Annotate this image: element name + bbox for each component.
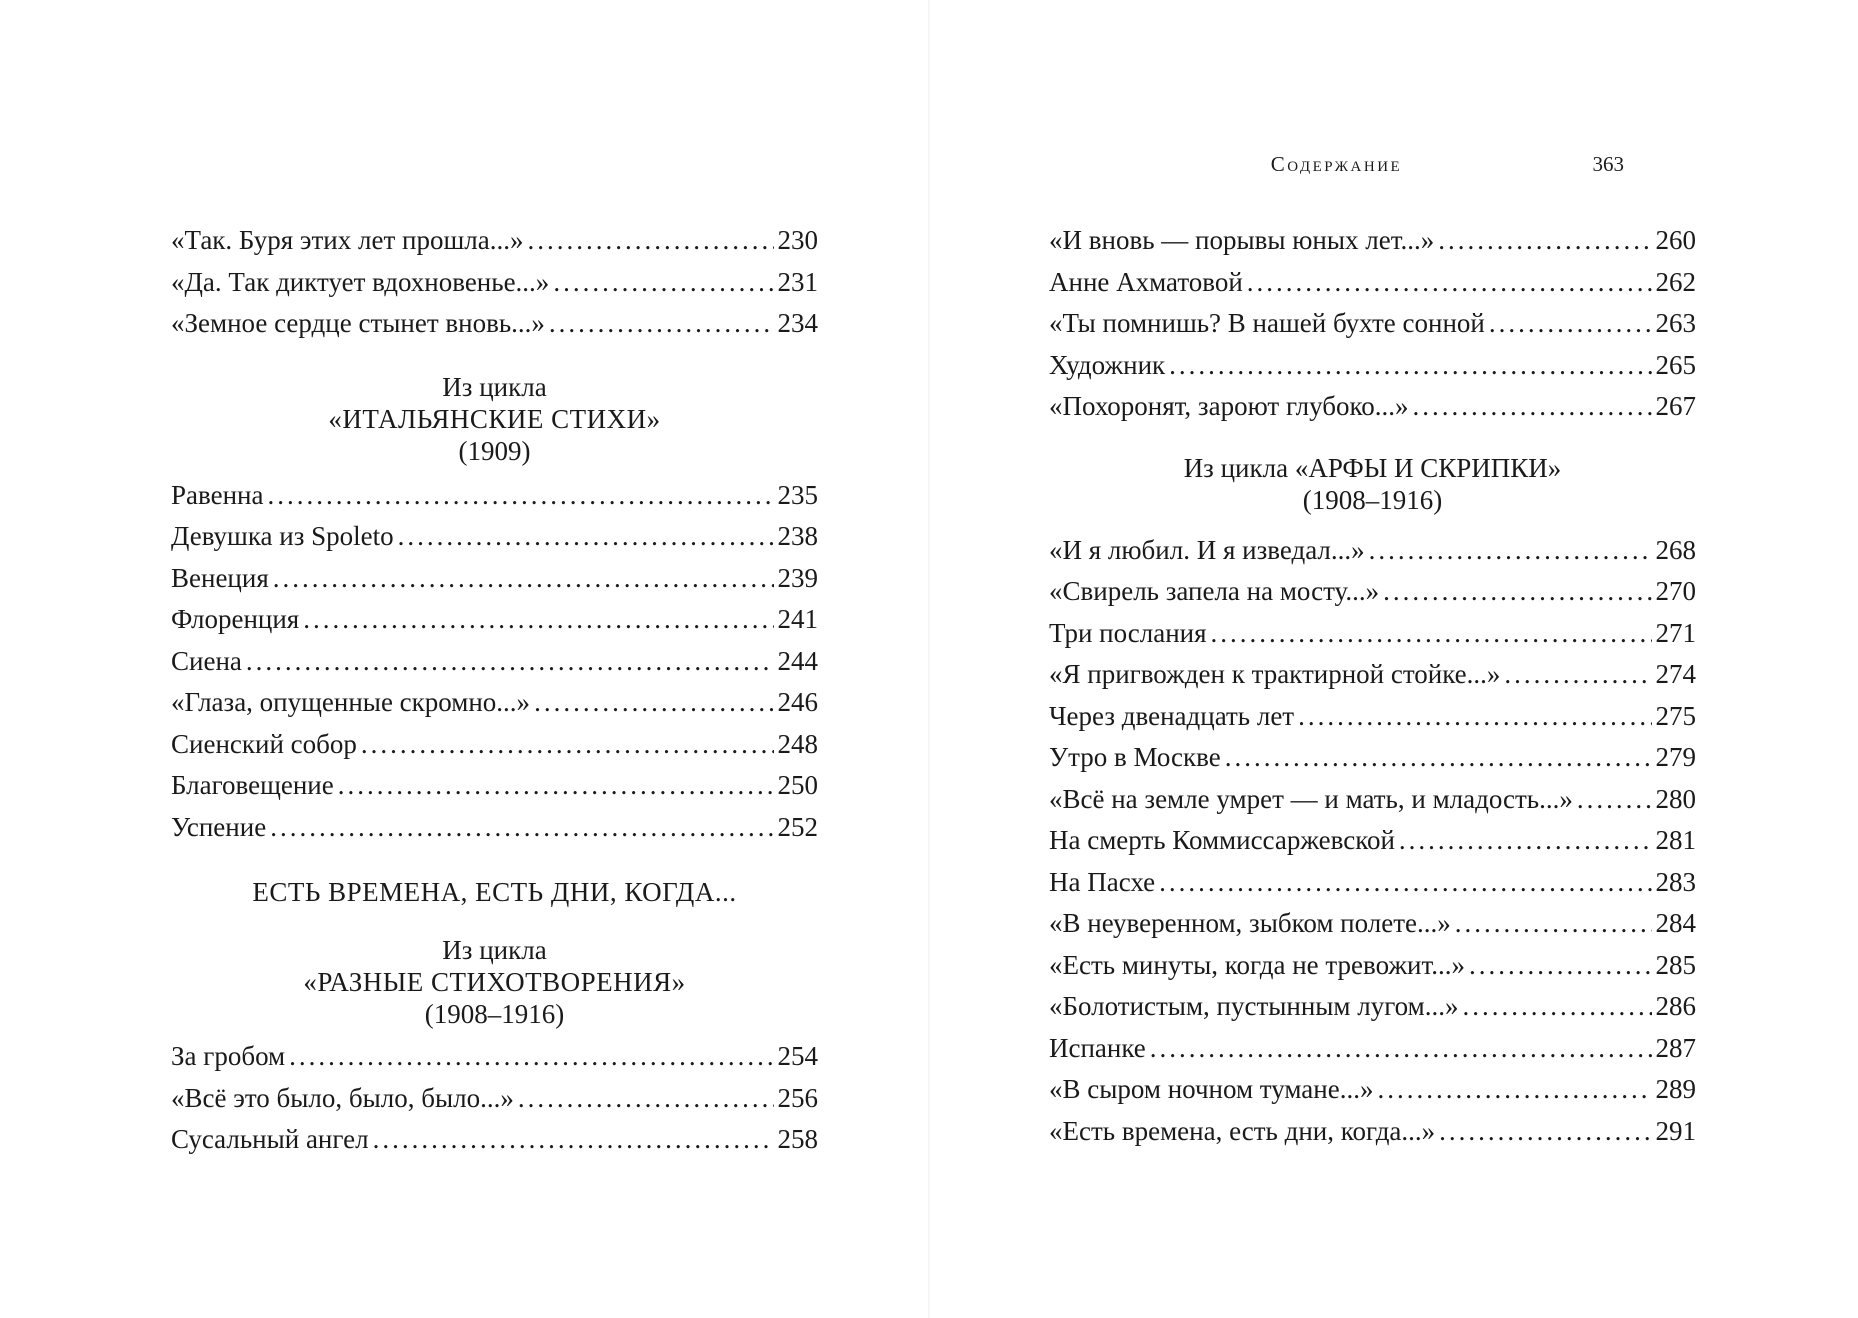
leader-dots [534,682,773,724]
entry-page: 254 [777,1041,818,1071]
toc-entry [1049,945,1696,987]
entry-title: «Всё это было, было, было...» [171,1082,514,1113]
leader-dots [267,475,773,517]
entry-title: На смерть Коммиссаржевской [1049,825,1395,855]
leader-dots [1462,986,1651,1028]
entry-page: 275 [1655,700,1696,731]
toc-entry [171,516,818,558]
toc-entry [1049,903,1696,945]
toc-group [1049,220,1696,428]
entry-title: «Земное сердце стынет вновь...» [171,308,545,338]
toc-entry [1049,986,1696,1028]
toc-group [171,1036,818,1161]
entry-title: На Пасхе [1049,866,1156,897]
entry-page: 244 [777,645,818,676]
leader-dots [1377,1069,1651,1111]
toc-entry [171,303,818,345]
entry-page: 271 [1655,617,1696,648]
entry-title: «Есть времена, есть дни, когда...» [1049,1115,1436,1146]
entry-title: Испанке [1049,1032,1146,1063]
leader-dots [270,807,773,849]
toc-group [171,220,818,345]
entry-title: «Болотистым, пустынным лугом...» [1049,991,1459,1021]
entry-title: «Глаза, опущенные скромно...» [171,687,531,717]
right-page [929,0,1858,1318]
toc-entry [1049,1069,1696,1111]
entry-title: «Похоронят, зароют глубоко...» [1049,391,1409,421]
entry-page: 248 [777,728,818,759]
toc-entry [171,1119,818,1161]
entry-title: «И я любил. И я изведал...» [1049,534,1365,565]
entry-title: «Так. Буря этих лет прошла...» [171,225,524,255]
entry-title: Успение [171,811,267,842]
entry-page: 234 [777,308,818,338]
leader-dots [1504,654,1651,696]
entry-page: 291 [1655,1115,1696,1146]
entry-title: «Ты помнишь? В нашей бухте сонной [1049,308,1485,338]
entry-page: 260 [1655,225,1696,255]
entry-title: Сусальный ангел [171,1124,369,1154]
toc-entry [1049,613,1696,655]
entry-page: 281 [1655,825,1696,855]
entry-title: «Свирель запела на мосту...» [1049,576,1380,606]
section-heading-line: «ИТАЛЬЯНСКИЕ СТИХИ» [328,403,661,434]
right-toc-column [1049,220,1696,1152]
leader-dots [289,1036,773,1078]
leader-dots [1150,1028,1652,1070]
toc-entry [1049,386,1696,428]
entry-page: 246 [777,687,818,717]
toc-entry [1049,345,1696,387]
toc-entry [1049,303,1696,345]
section-heading-italian [171,371,818,467]
toc-entry [1049,220,1696,262]
leader-dots [338,765,774,807]
toc-entry [1049,1028,1696,1070]
toc-entry [171,558,818,600]
entry-title: Девушка из Spoleto [171,521,394,551]
entry-page: 285 [1655,949,1696,980]
entry-title: Анне Ахматовой [1049,266,1243,297]
entry-page: 263 [1655,308,1696,338]
entry-page: 284 [1655,908,1696,938]
section-heading-line: Из цикла [442,371,547,402]
toc-entry [171,220,818,262]
entry-page: 270 [1655,576,1696,606]
toc-entry [171,724,818,766]
toc-entry [171,765,818,807]
toc-entry [1049,862,1696,904]
toc-entry [171,1036,818,1078]
leader-dots [549,303,774,345]
entry-page: 283 [1655,866,1696,897]
entry-page: 287 [1655,1032,1696,1063]
leader-dots [1225,737,1652,779]
entry-page: 256 [777,1082,818,1113]
entry-title: Через двенадцать лет [1049,700,1295,731]
entry-page: 231 [777,266,818,297]
toc-entry [1049,1111,1696,1153]
entry-page: 230 [777,225,818,255]
leader-dots [1211,613,1652,655]
toc-entry [1049,820,1696,862]
leader-dots [1455,903,1652,945]
entry-page: 241 [777,604,818,634]
leader-dots [273,558,774,600]
page-number: 363 [1592,152,1624,176]
leader-dots [1439,1111,1651,1153]
leader-dots [1159,862,1651,904]
toc-group [1049,530,1696,1153]
toc-entry [1049,779,1696,821]
leader-dots [1469,945,1651,987]
entry-page: 274 [1655,659,1696,689]
leader-dots [1399,820,1652,862]
entry-title: «Всё на земле умрет — и мать, и младость...» [1049,783,1573,814]
leader-dots [398,516,774,558]
leader-dots [518,1078,774,1120]
leader-dots [1169,345,1651,387]
entry-page: 279 [1655,742,1696,772]
section-heading-line: (1908–1916) [1302,484,1443,515]
entry-title: За гробом [171,1041,286,1071]
toc-entry [1049,654,1696,696]
toc-entry [171,1078,818,1120]
left-toc-column [171,220,818,1161]
section-heading-line: Из цикла [442,935,547,965]
entry-title: «Есть минуты, когда не тревожит...» [1049,949,1466,980]
leader-dots [553,262,773,304]
entry-title: «Да. Так диктует вдохновенье...» [171,266,550,297]
entry-title: Флоренция [171,604,300,634]
part-title: ЕСТЬ ВРЕМЕНА, ЕСТЬ ДНИ, КОГДА... [252,877,737,907]
entry-title: Утро в Москве [1049,742,1221,772]
section-heading-harps [1049,452,1696,516]
toc-entry [1049,530,1696,572]
entry-page: 265 [1655,349,1696,380]
toc-group [171,475,818,849]
leader-dots [1247,262,1652,304]
leader-dots [1577,779,1652,821]
entry-title: «В неуверенном, зыбком полете...» [1049,908,1451,938]
entry-page: 250 [777,770,818,800]
entry-title: Венеция [171,562,269,593]
section-heading-line: Из цикла «АРФЫ И СКРИПКИ» [1183,452,1562,483]
leader-dots [373,1119,774,1161]
section-heading-line: (1909) [458,435,531,466]
entry-title: Сиенский собор [171,728,357,759]
leader-dots [1413,386,1652,428]
entry-page: 289 [1655,1074,1696,1104]
entry-page: 268 [1655,534,1696,565]
entry-title: «В сыром ночном тумане...» [1049,1074,1374,1104]
section-heading-line: (1908–1916) [424,999,565,1029]
toc-entry [171,807,818,849]
entry-page: 258 [777,1124,818,1154]
toc-entry [1049,696,1696,738]
toc-entry [171,641,818,683]
entry-page: 280 [1655,783,1696,814]
entry-page: 252 [777,811,818,842]
leader-dots [1383,571,1651,613]
toc-entry [171,262,818,304]
entry-page: 286 [1655,991,1696,1021]
entry-title: Благовещение [171,770,334,800]
entry-page: 262 [1655,266,1696,297]
toc-entry [1049,262,1696,304]
section-heading-line: «РАЗНЫЕ СТИХОТВОРЕНИЯ» [303,967,686,997]
entry-title: «И вновь — порывы юных лет...» [1049,225,1435,255]
entry-page: 238 [777,521,818,551]
running-title: Содержание [1270,152,1403,176]
entry-title: Художник [1049,349,1166,380]
entry-title: Сиена [171,645,242,676]
leader-dots [527,220,773,262]
leader-dots [1438,220,1651,262]
entry-page: 267 [1655,391,1696,421]
leader-dots [1369,530,1652,572]
running-head [1049,152,1624,182]
entry-title: Три послания [1049,617,1207,648]
toc-entry [171,599,818,641]
entry-title: «Я пригвожден к трактирной стойке...» [1049,659,1501,689]
entry-page: 239 [777,562,818,593]
toc-entry [171,682,818,724]
entry-page: 235 [777,479,818,510]
toc-entry [1049,571,1696,613]
entry-title: Равенна [171,479,264,510]
section-heading-various [171,934,818,1030]
leader-dots [1489,303,1652,345]
toc-entry [171,475,818,517]
toc-entry [1049,737,1696,779]
leader-dots [361,724,774,766]
leader-dots [1298,696,1651,738]
leader-dots [303,599,773,641]
leader-dots [246,641,774,683]
